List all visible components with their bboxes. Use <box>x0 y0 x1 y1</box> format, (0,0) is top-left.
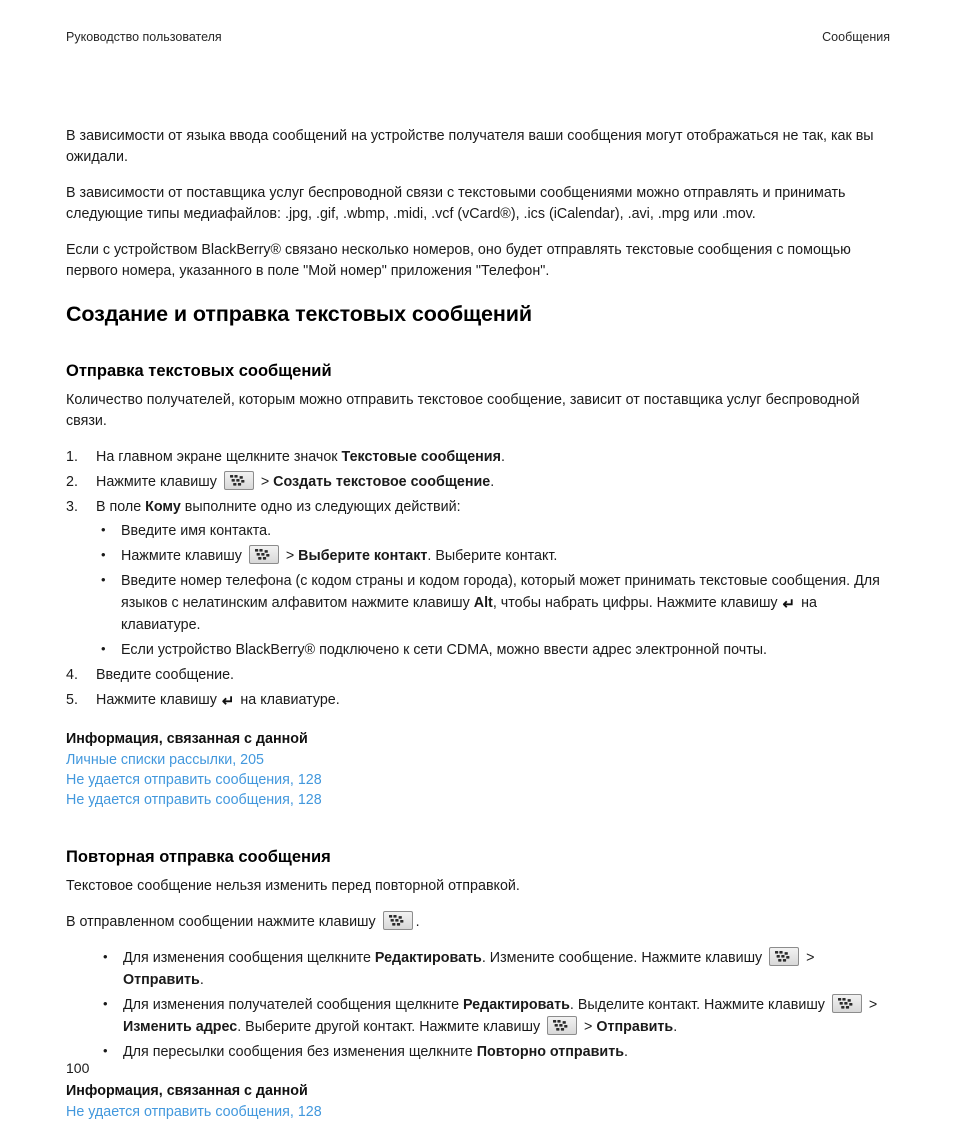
related-information-title: Информация, связанная с данной <box>66 731 308 747</box>
bullet-bold-term: Редактировать <box>463 997 570 1013</box>
blackberry-menu-key-icon <box>832 994 862 1013</box>
blackberry-menu-key-icon <box>249 545 279 564</box>
step-text-part: На главном экране щелкните значок <box>96 449 342 465</box>
bullet-text-part: на клавиатуре. <box>121 595 817 633</box>
bullet-bold-term: Выберите контакт <box>298 548 428 564</box>
related-information-block <box>66 729 890 810</box>
bullet-text-part: . Выберите другой контакт. Нажмите клавишу <box>237 1019 545 1035</box>
step-item <box>66 471 890 493</box>
bullet-bold-term: Отправить <box>123 972 200 988</box>
step-item <box>66 664 890 686</box>
step-item <box>66 446 890 468</box>
bullet-bold-term: Редактировать <box>374 950 482 966</box>
running-header <box>66 30 890 44</box>
list-item <box>99 520 890 542</box>
paragraph-text-part: . <box>415 914 420 930</box>
step-bold-term: Кому <box>145 499 181 515</box>
list-item <box>99 639 890 661</box>
bullet-text-part: Введите номер телефона (с кодом страны и кодом города), который может принимать текстовые сообщения. Для языков с нелатинским алфавитом нажмите клавишу <box>121 573 880 611</box>
section2-paragraph-1: Текстовое сообщение нельзя изменить перед повторной отправкой. <box>66 878 520 894</box>
send-message-steps <box>66 446 890 711</box>
blackberry-menu-key-icon <box>224 471 254 490</box>
enter-key-icon: ↵ <box>221 693 235 710</box>
step-text-part: Нажмите клавишу <box>96 692 221 708</box>
intro-paragraph-1: В зависимости от языка ввода сообщений на устройстве получателя ваши сообщения могут отображаться не так, как вы ожидали. <box>66 128 874 165</box>
bullet-bold-term: Изменить адрес <box>123 1019 238 1035</box>
related-information-title: Информация, связанная с данной <box>66 1083 308 1099</box>
step-text-part: . <box>500 449 505 465</box>
section-heading-resend-message: Повторная отправка сообщения <box>66 848 331 866</box>
list-item <box>99 545 890 567</box>
step-bold-term: Текстовые сообщения <box>341 449 501 465</box>
bullet-text-part: > <box>802 950 815 966</box>
bullet-text-part: , чтобы набрать цифры. Нажмите клавишу <box>492 595 782 611</box>
step-text-part: на клавиатуре. <box>236 692 340 708</box>
resend-options-list <box>101 947 890 1063</box>
bullet-text-part: . Выберите контакт. <box>427 548 558 564</box>
bullet-text-part: > <box>580 1019 597 1035</box>
list-item <box>101 947 890 991</box>
step-text-part: Нажмите клавишу <box>96 474 221 490</box>
related-link[interactable]: Личные списки рассылки, 205 <box>66 752 265 768</box>
step-text-part: . <box>490 474 495 490</box>
bullet-bold-term: Повторно отправить <box>476 1044 624 1060</box>
page-content <box>66 126 890 1122</box>
section2-paragraph-2 <box>66 911 890 933</box>
bullet-text: Если устройство BlackBerry® подключено к сети CDMA, можно ввести адрес электронной почты. <box>121 642 767 658</box>
step-item <box>66 689 890 711</box>
step-bold-term: Создать текстовое сообщение <box>273 474 491 490</box>
related-link[interactable]: Не удается отправить сообщения, 128 <box>66 772 322 788</box>
bullet-text-part: > <box>864 997 878 1013</box>
bullet-text-part: Для пересылки сообщения без изменения щелкните <box>123 1044 477 1060</box>
blackberry-menu-key-icon <box>769 947 799 966</box>
step-item <box>66 496 890 661</box>
related-link[interactable]: Не удается отправить сообщения, 128 <box>66 792 322 808</box>
bullet-text-part: . <box>673 1019 678 1035</box>
related-information-block <box>66 1081 890 1122</box>
header-left-title: Руководство пользователя <box>66 30 222 44</box>
intro-paragraph-2: В зависимости от поставщика услуг беспроводной связи с текстовыми сообщениями можно отправлять и принимать следующие типы медиафайлов: .jpg, .gif, .wbmp, .midi, .vcf (vCard®), .ics (iCalendar), .avi, .mpg или .mov. <box>66 185 846 222</box>
related-link[interactable]: Не удается отправить сообщения, 128 <box>66 1104 322 1120</box>
paragraph-text-part: В отправленном сообщении нажмите клавишу <box>66 914 380 930</box>
step3-options-list <box>99 520 890 661</box>
blackberry-menu-key-icon <box>547 1016 577 1035</box>
bullet-bold-term: Alt <box>473 595 493 611</box>
step-text-part: выполните одно из следующих действий: <box>180 499 461 515</box>
bullet-text-part: > <box>281 548 299 564</box>
list-item <box>101 1041 890 1063</box>
intro-paragraph-3: Если с устройством BlackBerry® связано несколько номеров, оно будет отправлять текстовые сообщения с помощью первого номера, указанного в поле "Мой номер" приложения "Телефон". <box>66 242 851 279</box>
enter-key-icon: ↵ <box>782 596 796 613</box>
step-text-part: В поле <box>96 499 146 515</box>
step-text-part: > <box>256 474 274 490</box>
header-right-title: Сообщения <box>822 30 890 44</box>
bullet-bold-term: Отправить <box>596 1019 674 1035</box>
list-item <box>99 570 890 636</box>
chapter-title: Создание и отправка текстовых сообщений <box>66 302 533 326</box>
list-item <box>101 994 890 1038</box>
bullet-text: Введите имя контакта. <box>121 523 272 539</box>
bullet-text-part: . Выделите контакт. Нажмите клавишу <box>569 997 829 1013</box>
bullet-text-part: . Измените сообщение. Нажмите клавишу <box>481 950 767 966</box>
page-number: 100 <box>66 1060 90 1076</box>
blackberry-menu-key-icon <box>383 911 413 930</box>
section1-intro-paragraph: Количество получателей, которым можно отправить текстовое сообщение, зависит от поставщика услуг беспроводной связи. <box>66 392 860 429</box>
step-text: Введите сообщение. <box>96 667 235 683</box>
bullet-text-part: Для изменения сообщения щелкните <box>123 950 375 966</box>
bullet-text-part: Нажмите клавишу <box>121 548 246 564</box>
bullet-text-part: Для изменения получателей сообщения щелкните <box>123 997 463 1013</box>
bullet-text-part: . <box>199 972 204 988</box>
section-heading-send-text-messages: Отправка текстовых сообщений <box>66 362 332 380</box>
bullet-text-part: . <box>623 1044 628 1060</box>
